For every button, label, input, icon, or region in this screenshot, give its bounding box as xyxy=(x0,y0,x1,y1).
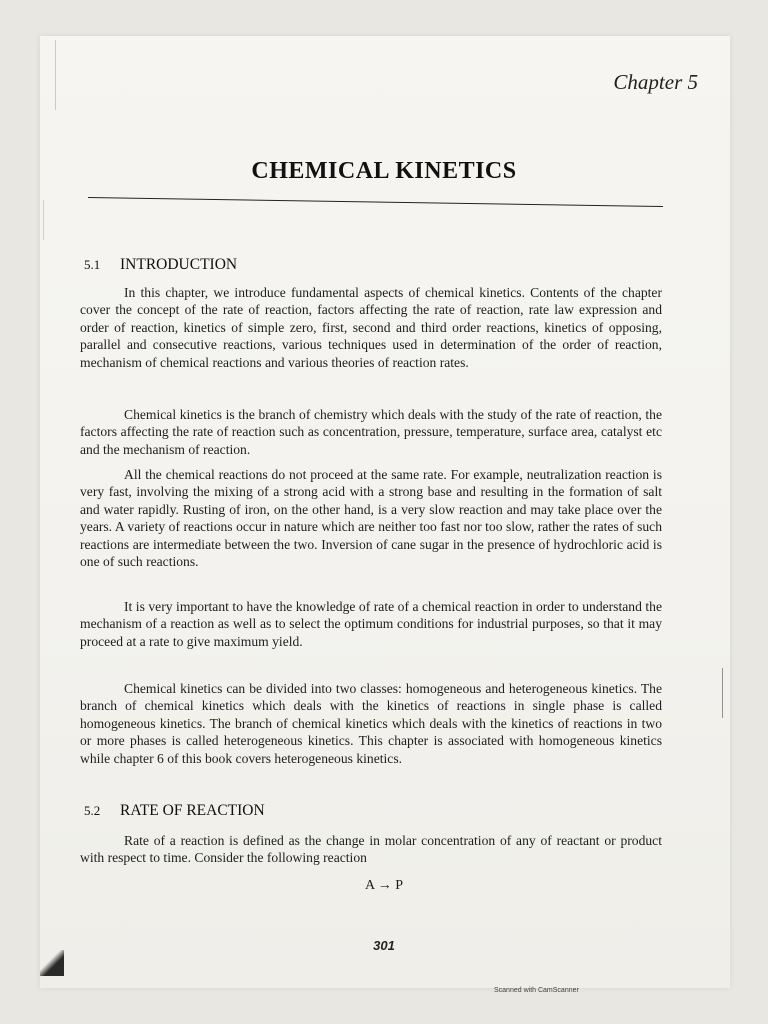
paragraph: In this chapter, we introduce fundamental aspects of chemical kinetics. Contents of the chapter cover the concept of the rate of reaction, factors affecting the rate of reaction, rate law expression and order of reaction, kinetics of simple zero, first, second and third order reactions, kinetics of opposing, parallel and consecutive reactions, various techniques used in determination of the order of reaction, mechanism of chemical reactions and various theories of reaction rates. xyxy=(80,285,662,370)
margin-mark-right xyxy=(722,668,723,718)
chapter-label: Chapter 5 xyxy=(613,70,698,94)
paragraph: It is very important to have the knowledge of rate of a chemical reaction in order to understand the mechanism of a reaction as well as to select the optimum conditions for industrial purposes, so that it may proceed at a rate to give maximum yield. xyxy=(80,599,662,649)
reaction-equation: A → P xyxy=(364,878,404,893)
section-number: 5.2 xyxy=(84,803,101,818)
paragraph: Rate of a reaction is defined as the change in molar concentration of any of reactant or product with respect to time. Consider the following reaction xyxy=(80,833,662,866)
chapter-title: CHEMICAL KINETICS xyxy=(251,158,517,184)
scanner-watermark: Scanned with CamScanner xyxy=(494,987,579,994)
margin-mark-left xyxy=(55,40,56,110)
page-number: 301 xyxy=(373,938,395,953)
section-heading-introduction xyxy=(84,256,237,274)
paragraph: Chemical kinetics can be divided into two classes: homogeneous and heterogeneous kinetics. The branch of chemical kinetics which deals with the kinetics of reactions in single phase is called homogeneous kinetics. The branch of chemical kinetics which deals with the kinetics of reactions in two or more phases is called heterogeneous kinetics. This chapter is associated with homogeneous kinetics while chapter 6 of this book covers heterogeneous kinetics. xyxy=(80,681,662,766)
corner-shadow xyxy=(40,950,64,976)
margin-mark-left-2 xyxy=(43,200,44,240)
paragraph: All the chemical reactions do not proceed at the same rate. For example, neutralization reaction is very fast, involving the mixing of a strong acid with a strong base and resulting in the formation of salt and water rapidly. Rusting of iron, on the other hand, is a very slow reaction and may take place over the years. A variety of reactions occur in nature which are neither too fast nor too slow, rather the rates of such reactions are intermediate between the two. Inversion of cane sugar in the presence of hydrochloric acid is one of such reactions. xyxy=(80,467,662,570)
paragraph: Chemical kinetics is the branch of chemistry which deals with the study of the rate of reaction, the factors affecting the rate of reaction such as concentration, pressure, temperature, surface area, catalyst etc and the mechanism of reaction. xyxy=(80,407,662,457)
section-heading-rate-of-reaction xyxy=(84,802,265,820)
section-number: 5.1 xyxy=(84,257,101,272)
section-title: RATE OF REACTION xyxy=(120,802,265,819)
section-title: INTRODUCTION xyxy=(120,256,238,273)
